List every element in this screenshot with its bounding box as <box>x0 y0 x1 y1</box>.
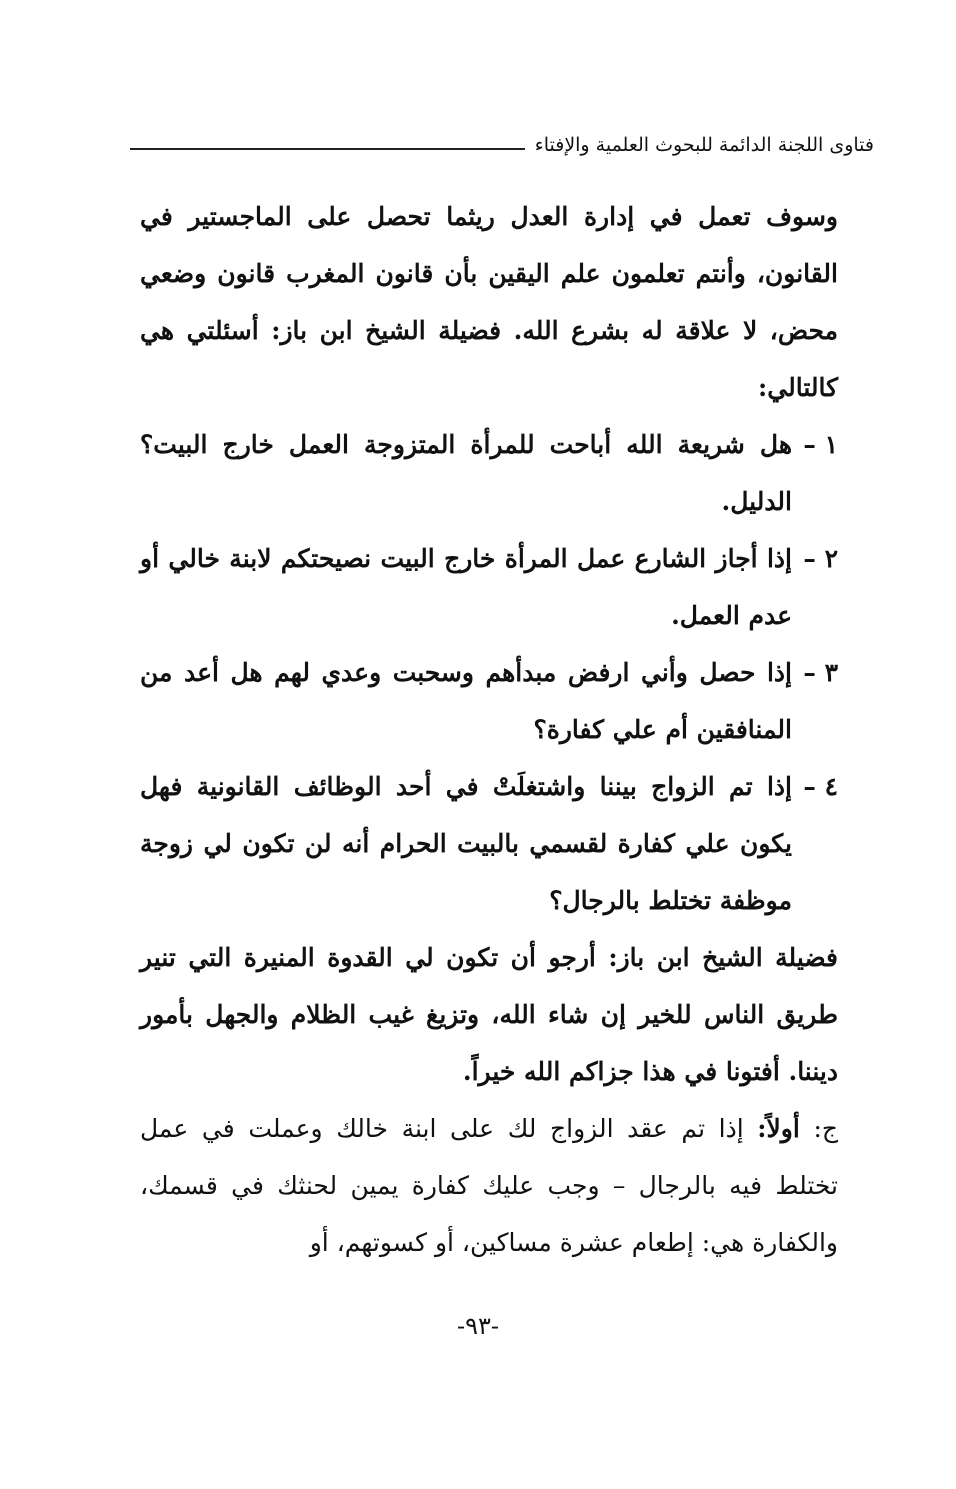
question-text: إذا تم الزواج بيننا واشتغلَتْ في أحد الوظائف القانونية فهل يكون علي كفارة لقسمي بالبيت الحرام أنه لن تكون لي زوجة موظفة تختلط بالرجال؟ <box>140 772 792 915</box>
question-text: إذا أجاز الشارع عمل المرأة خارج البيت نصيحتكم لابنة خالي أو عدم العمل. <box>140 544 792 630</box>
question-text: هل شريعة الله أباحت للمرأة المتزوجة العمل خارج البيت؟ الدليل. <box>140 430 792 516</box>
questions-list <box>140 416 838 929</box>
answer-text: إذا تم عقد الزواج لك على ابنة خالك وعملت في عمل تختلط فيه بالرجال – وجب عليك كفارة يمين لحنثك في قسمك، والكفارة هي: إطعام عشرة مساكين، أو كسوتهم، أو <box>140 1114 838 1257</box>
question-number: ٢ – <box>803 544 838 573</box>
closing-paragraph: فضيلة الشيخ ابن باز: أرجو أن تكون لي القدوة المنيرة التي تنير طريق الناس للخير إن شاء الله، وتزيغ غيب الظلام والجهل بأمور ديننا. أفتونا في هذا جزاكم الله خيراً. <box>140 943 838 1086</box>
answer-label: أولاً: <box>757 1114 800 1143</box>
page-body <box>140 188 838 1271</box>
header-rule <box>130 148 525 150</box>
question-item <box>140 758 838 929</box>
answer-prefix: ج: <box>813 1114 838 1143</box>
question-item <box>140 530 838 644</box>
question-item <box>140 644 838 758</box>
question-number: ٤ – <box>803 772 838 801</box>
running-header <box>130 128 874 162</box>
question-number: ٣ – <box>803 658 838 687</box>
question-text: إذا حصل وأني ارفض مبدأهم وسحبت وعدي لهم هل أعد من المنافقين أم علي كفارة؟ <box>140 658 792 744</box>
page-number: -٩٣- <box>457 1312 499 1340</box>
question-number: ١ – <box>803 430 838 459</box>
header-title: فتاوى اللجنة الدائمة للبحوث العلمية والإفتاء <box>534 134 874 156</box>
intro-paragraph: وسوف تعمل في إدارة العدل ريثما تحصل على الماجستير في القانون، وأنتم تعلمون علم اليقين بأن قانون المغرب قانون وضعي محض، لا علاقة له بشرع الله. فضيلة الشيخ ابن باز: أسئلتي هي كالتالي: <box>140 202 838 402</box>
question-item <box>140 416 838 530</box>
answer-paragraph <box>140 1100 838 1271</box>
